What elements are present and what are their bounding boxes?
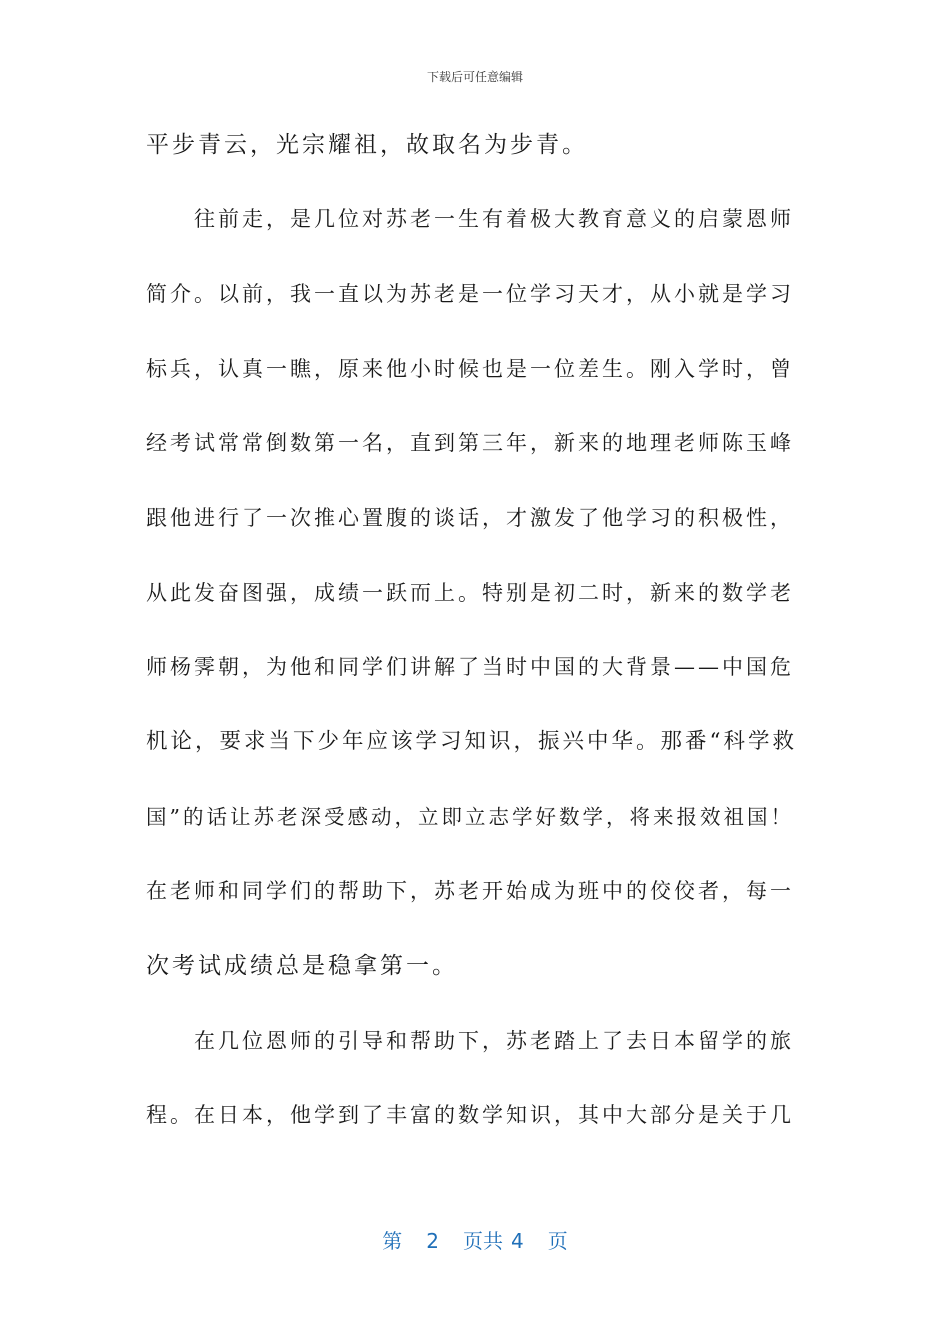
text-line: 在老师和同学们的帮助下，苏老开始成为班中的佼佼者，每一 [146, 879, 794, 903]
page-label-suffix: 页 [547, 1229, 568, 1253]
text-line: 跟他进行了一次推心置腹的谈话，才激发了他学习的积极性， [146, 506, 794, 530]
page-label-middle: 页共 [463, 1229, 503, 1253]
text-line: 平步青云，光宗耀祖，故取名为步青。 [146, 132, 588, 158]
page-label-prefix: 第 [382, 1229, 403, 1253]
total-pages-number: 4 [511, 1229, 524, 1253]
text-line: 师杨霁朝，为他和同学们讲解了当时中国的大背景——中国危 [146, 655, 794, 679]
current-page-number: 2 [426, 1229, 439, 1253]
text-line: 经考试常常倒数第一名，直到第三年，新来的地理老师陈玉峰 [146, 431, 794, 455]
text-line: 简介。以前，我一直以为苏老是一位学习天才，从小就是学习 [146, 282, 794, 306]
text-line: 国”的话让苏老深受感动，立即立志学好数学，将来报效祖国！ [146, 805, 794, 829]
text-line: 标兵，认真一瞧，原来他小时候也是一位差生。刚入学时，曾 [146, 357, 794, 381]
text-line: 次考试成绩总是稳拿第一。 [146, 953, 458, 979]
page-number-footer [0, 1225, 950, 1254]
paragraph-start-line: 在几位恩师的引导和帮助下，苏老踏上了去日本留学的旅 [194, 1029, 794, 1053]
text-line: 程。在日本，他学到了丰富的数学知识，其中大部分是关于几 [146, 1103, 794, 1127]
paragraph-start-line: 往前走，是几位对苏老一生有着极大教育意义的启蒙恩师 [194, 207, 794, 231]
text-line: 从此发奋图强，成绩一跃而上。特别是初二时，新来的数学老 [146, 581, 794, 605]
page-header: 下载后可任意编辑 [426, 70, 523, 84]
text-line: 机论，要求当下少年应该学习知识，振兴中华。那番“科学救 [146, 729, 797, 754]
